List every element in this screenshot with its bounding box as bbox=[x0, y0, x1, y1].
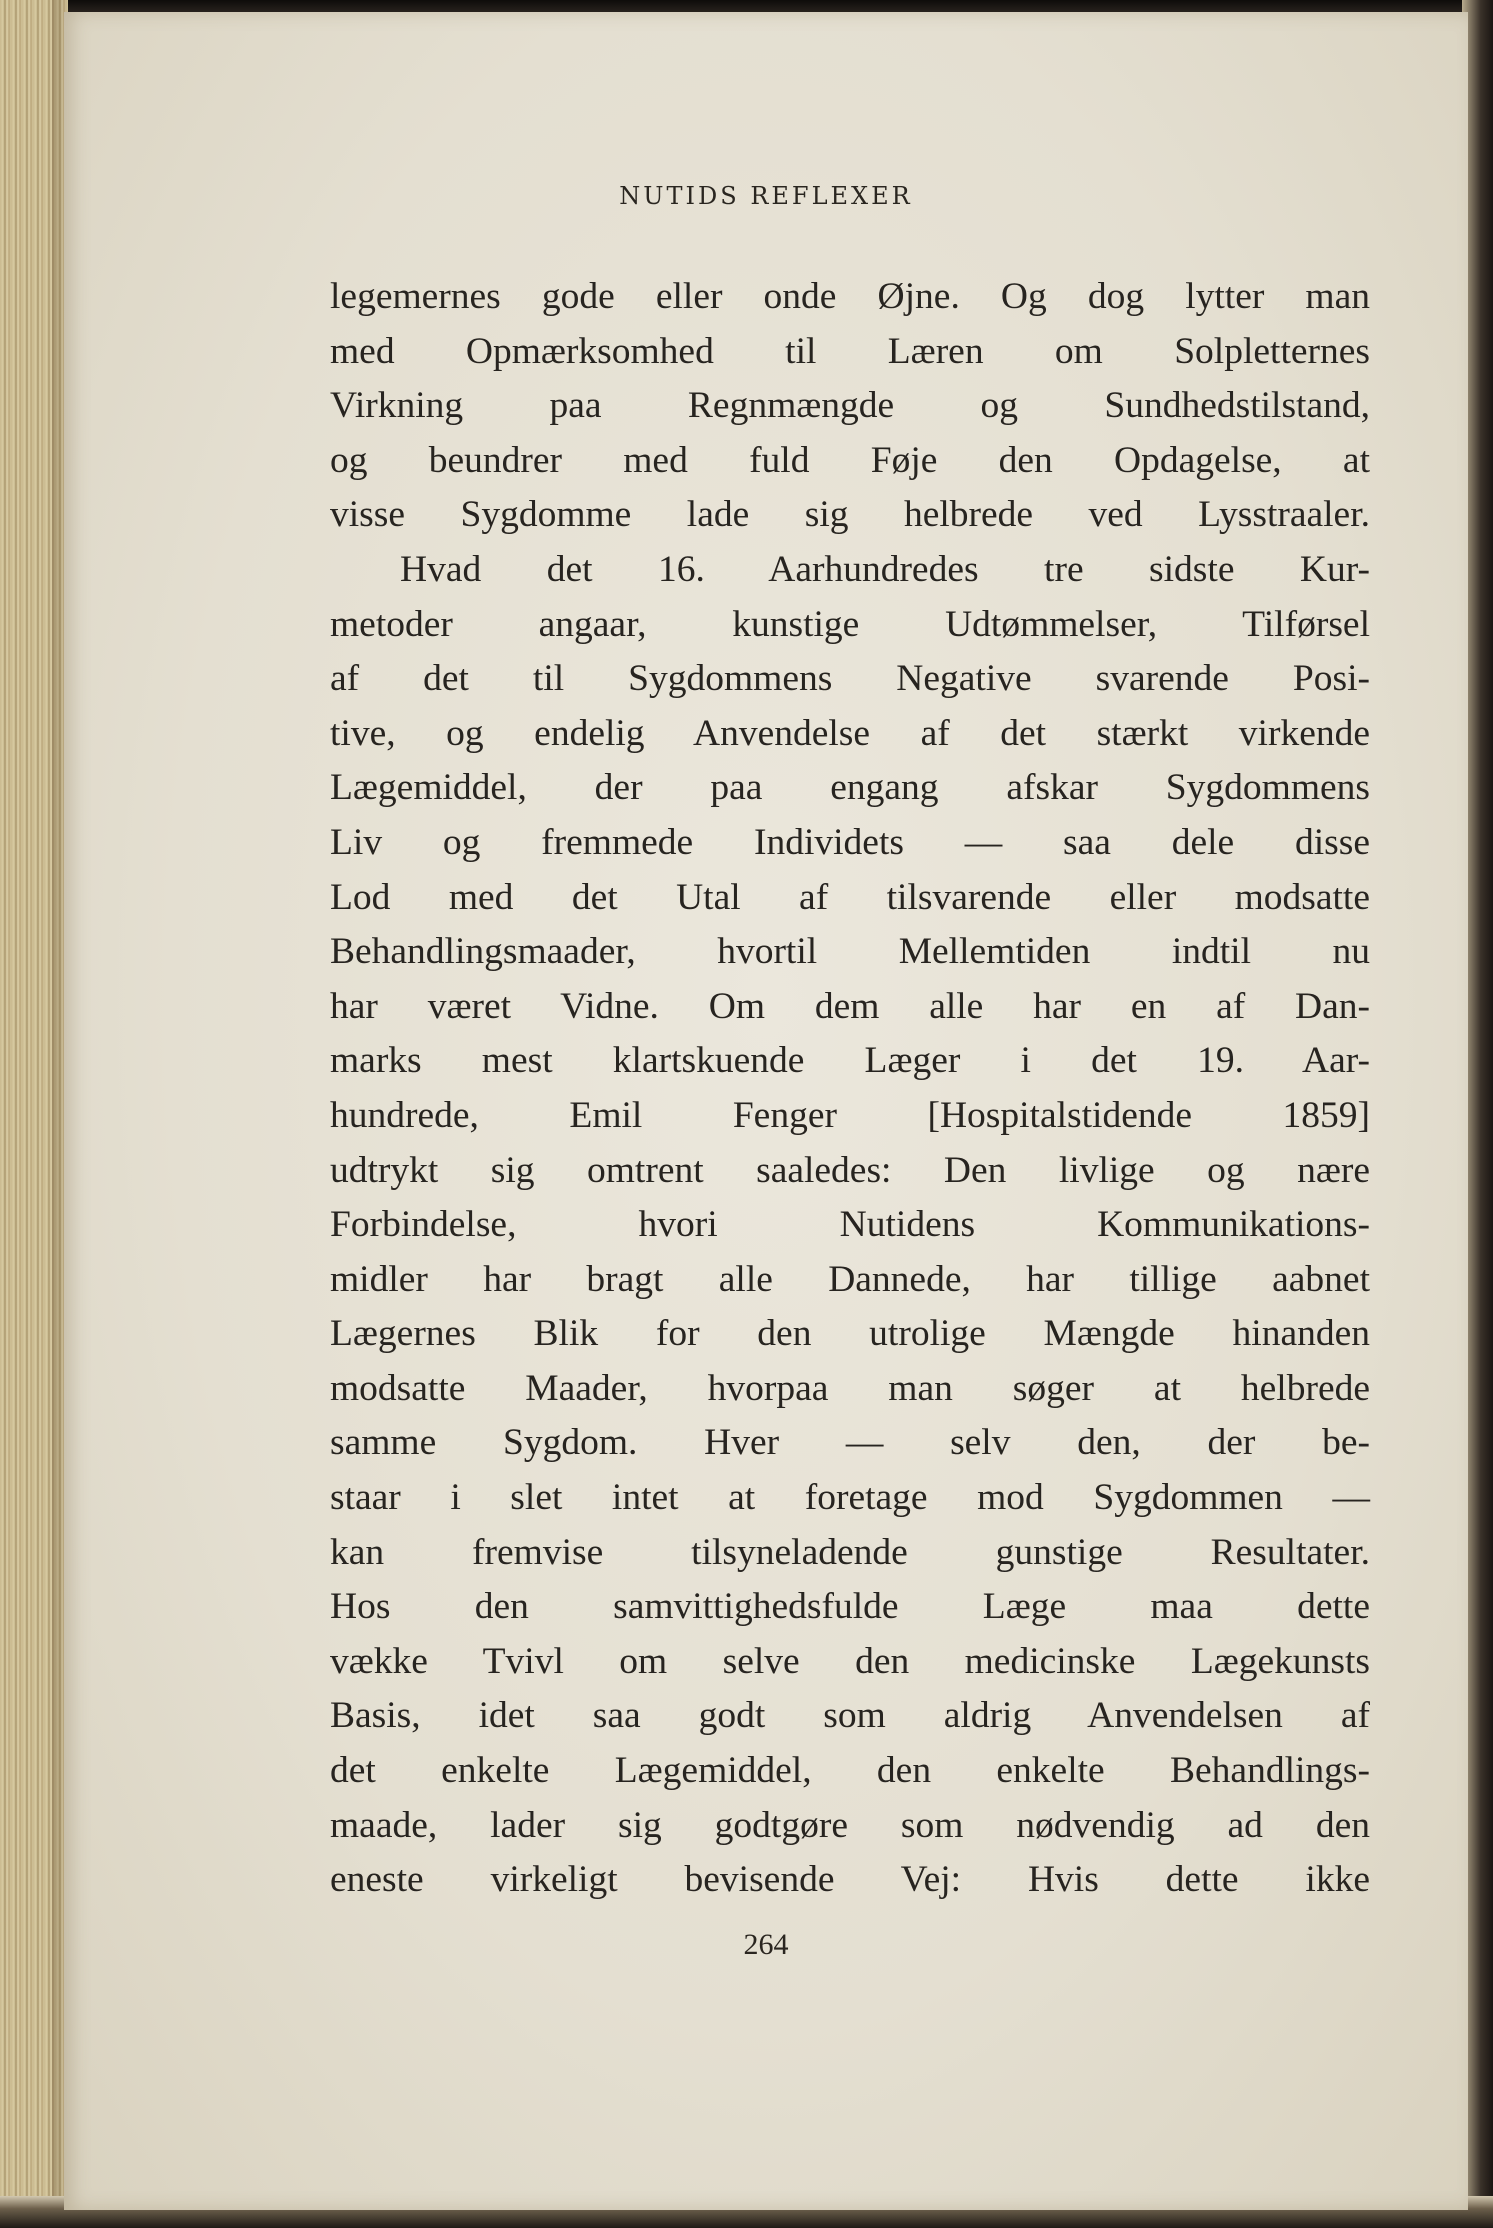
text-line: det enkelte Lægemiddel, den enkelte Behandlings- bbox=[330, 1750, 1370, 1792]
text-line: har været Vidne. Om dem alle har en af Dan- bbox=[330, 985, 1370, 1027]
page-number: 264 bbox=[743, 1928, 789, 1961]
text-line: Behandlingsmaader, hvortil Mellemtiden indtil nu bbox=[330, 931, 1370, 973]
text-line: midler har bragt alle Dannede, har tillige aabnet bbox=[330, 1258, 1370, 1300]
text-line: med Opmærksomhed til Læren om Solpletternes bbox=[330, 330, 1370, 372]
text-line: og beundrer med fuld Føje den Opdagelse, at bbox=[330, 439, 1370, 481]
text-line: modsatte Maader, hvorpaa man søger at helbrede bbox=[330, 1367, 1370, 1409]
text-line: Lægemiddel, der paa engang afskar Sygdommens bbox=[330, 767, 1370, 809]
text-line: vække Tvivl om selve den medicinske Lægekunsts bbox=[330, 1640, 1370, 1682]
text-line: staar i slet intet at foretage mod Sygdommen — bbox=[330, 1477, 1370, 1519]
text-line: Hos den samvittighedsfulde Læge maa dette bbox=[330, 1586, 1370, 1628]
text-line: eneste virkeligt bevisende Vej: Hvis dette ikke bbox=[330, 1859, 1370, 1901]
text-line: hundrede, Emil Fenger [Hospitalstidende 1859] bbox=[330, 1094, 1370, 1136]
text-line: Forbindelse, hvori Nutidens Kommunikations- bbox=[330, 1204, 1370, 1246]
text-line: legemernes gode eller onde Øjne. Og dog lytter man bbox=[330, 276, 1370, 317]
text-line: Liv og fremmede Individets — saa dele disse bbox=[330, 821, 1370, 863]
text-line: Hvad det 16. Aarhundredes tre sidste Kur- bbox=[400, 548, 1370, 590]
text-line: tive, og endelig Anvendelse af det stærkt virkende bbox=[330, 712, 1370, 754]
body-text bbox=[330, 270, 1370, 1908]
text-line: Basis, idet saa godt som aldrig Anvendelsen af bbox=[330, 1695, 1370, 1737]
text-line: Virkning paa Regnmængde og Sundhedstilstand, bbox=[330, 385, 1370, 427]
text-line: metoder angaar, kunstige Udtømmelser, Tilførsel bbox=[330, 603, 1370, 645]
text-line: Lægernes Blik for den utrolige Mængde hinanden bbox=[330, 1313, 1370, 1355]
text-line: visse Sygdomme lade sig helbrede ved Lysstraaler. bbox=[330, 494, 1370, 536]
book-spine-edge bbox=[0, 0, 68, 2228]
text-line: af det til Sygdommens Negative svarende Posi- bbox=[330, 658, 1370, 700]
text-line: kan fremvise tilsyneladende gunstige Resultater. bbox=[330, 1531, 1370, 1573]
page-sheet bbox=[64, 12, 1468, 2210]
text-line: Lod med det Utal af tilsvarende eller modsatte bbox=[330, 876, 1370, 918]
running-head: NUTIDS REFLEXER bbox=[619, 182, 913, 210]
text-line: maade, lader sig godtgøre som nødvendig ad den bbox=[330, 1804, 1370, 1846]
text-line: samme Sygdom. Hver — selv den, der be- bbox=[330, 1422, 1370, 1464]
text-line: marks mest klartskuende Læger i det 19. Aar- bbox=[330, 1040, 1370, 1082]
text-line: udtrykt sig omtrent saaledes: Den livlige og nære bbox=[330, 1149, 1370, 1191]
